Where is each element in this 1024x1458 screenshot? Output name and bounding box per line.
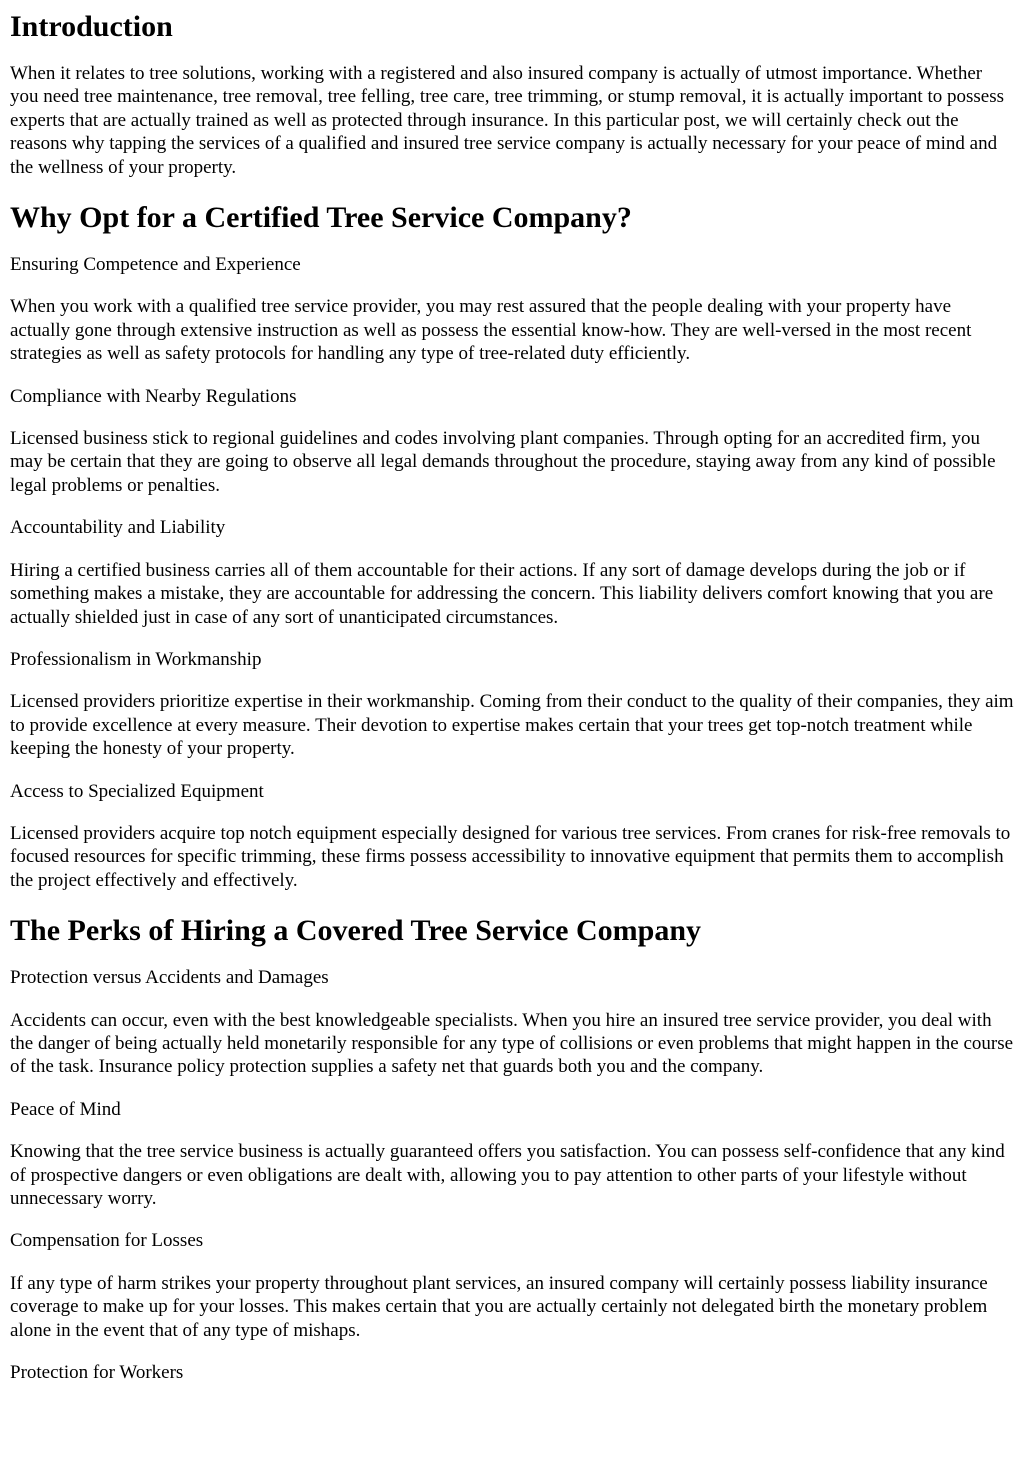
subheading-compensation: Compensation for Losses (10, 1230, 204, 1252)
heading-insured: The Perks of Hiring a Covered Tree Service Company (10, 914, 702, 948)
subheading-workers: Protection for Workers (10, 1362, 184, 1384)
paragraph-compensation: If any type of harm strikes your property throughout plant services, an insured company will certainly possess liability insurance coverage to make up for your losses. This makes certain that you are actually certainly not delegated birth the monetary problem alone in the event that of any type of mishaps. (10, 1272, 988, 1341)
paragraph-competence: When you work with a qualified tree service provider, you may rest assured that the people dealing with your property have actually gone through extensive instruction as well as possess the essential know-how. They are well-versed in the most recent strategies as well as safety protocols for handling any type of tree-related duty efficiently. (10, 296, 972, 365)
heading-introduction: Introduction (10, 10, 173, 43)
paragraph-protection: Accidents can occur, even with the best knowledgeable specialists. When you hire an insured tree service provider, you deal with the danger of being actually held monetarily responsible for any type of collisions or even problems that might happen in the course of the task. Insurance policy protection supplies a safety net that guards both you and the company. (10, 1009, 1014, 1078)
subheading-accountability: Accountability and Liability (10, 517, 226, 539)
subheading-peace: Peace of Mind (10, 1098, 121, 1120)
subheading-compliance: Compliance with Nearby Regulations (10, 385, 297, 407)
paragraph-professionalism: Licensed providers prioritize expertise in their workmanship. Coming from their conduct to the quality of their companies, they aim to provide excellence at every measure. Their devotion to expertise makes certain that your trees get top-notch treatment while keeping the honesty of your property. (10, 691, 1014, 760)
intro-paragraph: When it relates to tree solutions, working with a registered and also insured company is actually of utmost importance. Whether you need tree maintenance, tree removal, tree felling, tree care, tree trimming, or stump removal, it is actually important to possess experts that are actually trained as well as protected through insurance. In this particular post, we will certainly check out the reasons why tapping the services of a qualified and insured tree service company is actually necessary for your peace of mind and the wellness of your property. (10, 63, 1004, 178)
article (0, 10, 1024, 1384)
subheading-protection: Protection versus Accidents and Damages (10, 967, 329, 989)
subheading-competence: Ensuring Competence and Experience (10, 254, 301, 276)
subheading-equipment: Access to Specialized Equipment (10, 780, 264, 802)
paragraph-accountability: Hiring a certified business carries all of them accountable for their actions. If any sort of damage develops during the job or if something makes a mistake, they are accountable for addressing the concern. This liability delivers comfort knowing that you are actually shielded just in case of any sort of unanticipated circumstances. (10, 559, 994, 628)
subheading-professionalism: Professionalism in Workmanship (10, 648, 262, 670)
paragraph-peace: Knowing that the tree service business is actually guaranteed offers you satisfaction. You can possess self-confidence that any kind of prospective dangers or even obligations are dealt with, allowing you to pay attention to other parts of your lifestyle without unnecessary worry. (10, 1141, 1005, 1209)
heading-certified: Why Opt for a Certified Tree Service Company? (10, 201, 632, 235)
paragraph-compliance: Licensed business stick to regional guidelines and codes involving plant companies. Through opting for an accredited firm, you may be certain that they are going to observe all legal demands throughout the procedure, staying away from any kind of possible legal problems or penalties. (10, 428, 996, 496)
paragraph-equipment: Licensed providers acquire top notch equipment especially designed for various tree services. From cranes for risk-free removals to focused resources for specific trimming, these firms possess accessibility to innovative equipment that permits them to accomplish the project effectively and effectively. (10, 822, 1011, 891)
